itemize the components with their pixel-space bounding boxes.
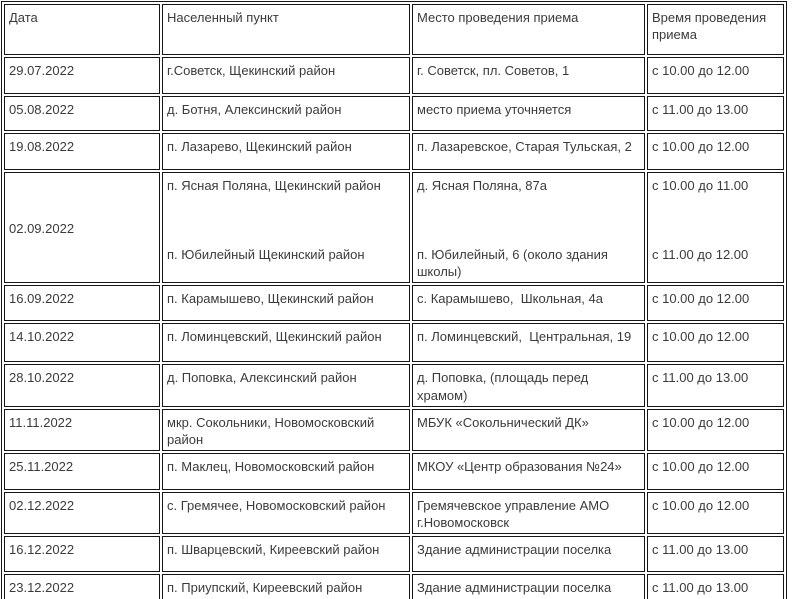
reception-schedule-table [1, 1, 787, 599]
time-cell [647, 57, 784, 94]
cell-text: с 11.00 до 13.00 [652, 542, 749, 558]
cell-text: МКОУ «Центр образования №24» [417, 459, 622, 475]
place-cell [412, 57, 645, 94]
cell-text: г. Советск, пл. Советов, 1 [417, 63, 570, 78]
settlement-cell [162, 492, 410, 534]
table-row [4, 574, 784, 599]
time-cell [647, 409, 784, 451]
cell-text: п. Лазарево, Щекинский район [167, 139, 352, 154]
table-row [4, 409, 784, 451]
cell-text: п. Приупский, Киреевский район [167, 580, 363, 596]
cell-text: п. Лазаревское, Старая Тульская, 2 [417, 139, 632, 154]
date-cell [4, 536, 160, 572]
cell-text: 16.09.2022 [9, 291, 75, 307]
settlement-cell [162, 364, 410, 406]
time-cell [647, 364, 784, 406]
cell-text: д. Ботня, Алексинский район [167, 102, 342, 117]
place-cell [412, 453, 645, 490]
cell-text: Гремячевское управление АМО г.Новомосковск [417, 498, 613, 531]
cell-text: п. Ясная Поляна, Щекинский район [167, 178, 381, 193]
settlement-cell [162, 323, 410, 362]
table-row [4, 285, 784, 321]
cell-text: 25.11.2022 [9, 459, 74, 475]
date-cell [4, 323, 160, 362]
place-cell [412, 574, 645, 599]
time-cell [647, 172, 784, 283]
cell-text: с 10.00 до 11.00 [652, 178, 749, 193]
time-cell [647, 285, 784, 321]
settlement-cell [162, 96, 410, 131]
cell-text: МБУК «Сокольнический ДК» [417, 414, 589, 430]
place-cell [412, 536, 645, 572]
cell-text: 02.09.2022 [9, 221, 75, 237]
date-cell [4, 285, 160, 321]
place-cell [412, 323, 645, 362]
cell-text: 19.08.2022 [9, 139, 75, 154]
cell-text: мкр. Сокольники, Новомосковский район [167, 414, 378, 447]
cell-text: с. Карамышево, Школьная, 4а [417, 291, 603, 307]
table-row [4, 133, 784, 170]
date-cell [4, 96, 160, 131]
cell-text: п. Ломинцевский, Щекинский район [167, 329, 382, 345]
place-cell [412, 172, 645, 283]
time-cell [647, 96, 784, 131]
header-row [4, 4, 784, 55]
cell-text: Здание администрации поселка [417, 542, 612, 558]
time-cell [647, 323, 784, 362]
cell-text: с 11.00 до 13.00 [652, 580, 749, 596]
date-cell [4, 133, 160, 170]
place-cell [412, 492, 645, 534]
cell-text: с 10.00 до 12.00 [652, 329, 750, 345]
cell-text: Здание администрации поселка [417, 580, 612, 596]
cell-text: д. Поповка, (площадь перед храмом) [417, 370, 592, 403]
settlement-cell [162, 409, 410, 451]
cell-text: 16.12.2022 [9, 542, 75, 558]
table-row [4, 453, 784, 490]
place-cell [412, 133, 645, 170]
table-row [4, 57, 784, 94]
cell-text: с 11.00 до 13.00 [652, 370, 749, 386]
place-cell [412, 96, 645, 131]
cell-text: с. Гремячее, Новомосковский район [167, 498, 386, 514]
date-cell [4, 492, 160, 534]
cell-text: д. Ясная Поляна, 87а [417, 178, 547, 193]
cell-text: с 10.00 до 12.00 [652, 63, 750, 78]
column-header-settlement: Населенный пункт [162, 4, 410, 55]
cell-text: п. Маклец, Новомосковский район [167, 459, 375, 475]
date-cell [4, 364, 160, 406]
cell-text: п. Ломинцевский, Центральная, 19 [417, 329, 632, 345]
cell-text: г.Советск, Щекинский район [167, 63, 336, 78]
date-cell [4, 574, 160, 599]
place-cell [412, 285, 645, 321]
settlement-cell [162, 172, 410, 283]
cell-text: д. Поповка, Алексинский район [167, 370, 357, 386]
time-cell [647, 133, 784, 170]
table-row [4, 96, 784, 131]
table-row [4, 172, 784, 283]
settlement-cell [162, 57, 410, 94]
settlement-cell [162, 285, 410, 321]
cell-text: с 10.00 до 12.00 [652, 459, 750, 475]
cell-text: 23.12.2022 [9, 580, 75, 596]
cell-text: п. Карамышево, Щекинский район [167, 291, 374, 307]
cell-text: п. Юбилейный, 6 (около здания школы) [417, 247, 612, 280]
date-cell [4, 409, 160, 451]
column-header-date: Дата [4, 4, 160, 55]
time-cell [647, 492, 784, 534]
date-cell [4, 172, 160, 283]
table-row [4, 492, 784, 534]
cell-text: 29.07.2022 [9, 63, 75, 78]
settlement-cell [162, 536, 410, 572]
place-cell [412, 409, 645, 451]
cell-text: 05.08.2022 [9, 102, 75, 117]
cell-text: с 10.00 до 12.00 [652, 414, 750, 430]
cell-text: п. Шварцевский, Киреевский район [167, 542, 380, 558]
settlement-cell [162, 574, 410, 599]
table-row [4, 536, 784, 572]
cell-text: с 10.00 до 12.00 [652, 139, 750, 154]
place-cell [412, 364, 645, 406]
cell-text: п. Юбилейный Щекинский район [167, 247, 365, 263]
column-header-time: Время проведения приема [647, 4, 784, 55]
cell-text: 02.12.2022 [9, 498, 75, 514]
cell-text: с 10.00 до 12.00 [652, 291, 750, 307]
table-row [4, 364, 784, 406]
cell-text: 14.10.2022 [9, 329, 75, 345]
cell-text: с 10.00 до 12.00 [652, 498, 750, 514]
time-cell [647, 574, 784, 599]
date-cell [4, 57, 160, 94]
date-cell [4, 453, 160, 490]
schedule-table-body [4, 57, 784, 599]
time-cell [647, 536, 784, 572]
cell-text: 28.10.2022 [9, 370, 75, 386]
column-header-place: Место проведения приема [412, 4, 645, 55]
cell-text: с 11.00 до 12.00 [652, 247, 749, 263]
cell-text: 11.11.2022 [9, 414, 73, 430]
cell-text: с 11.00 до 13.00 [652, 102, 749, 117]
table-row [4, 323, 784, 362]
time-cell [647, 453, 784, 490]
cell-text: место приема уточняется [417, 102, 572, 117]
settlement-cell [162, 453, 410, 490]
settlement-cell [162, 133, 410, 170]
